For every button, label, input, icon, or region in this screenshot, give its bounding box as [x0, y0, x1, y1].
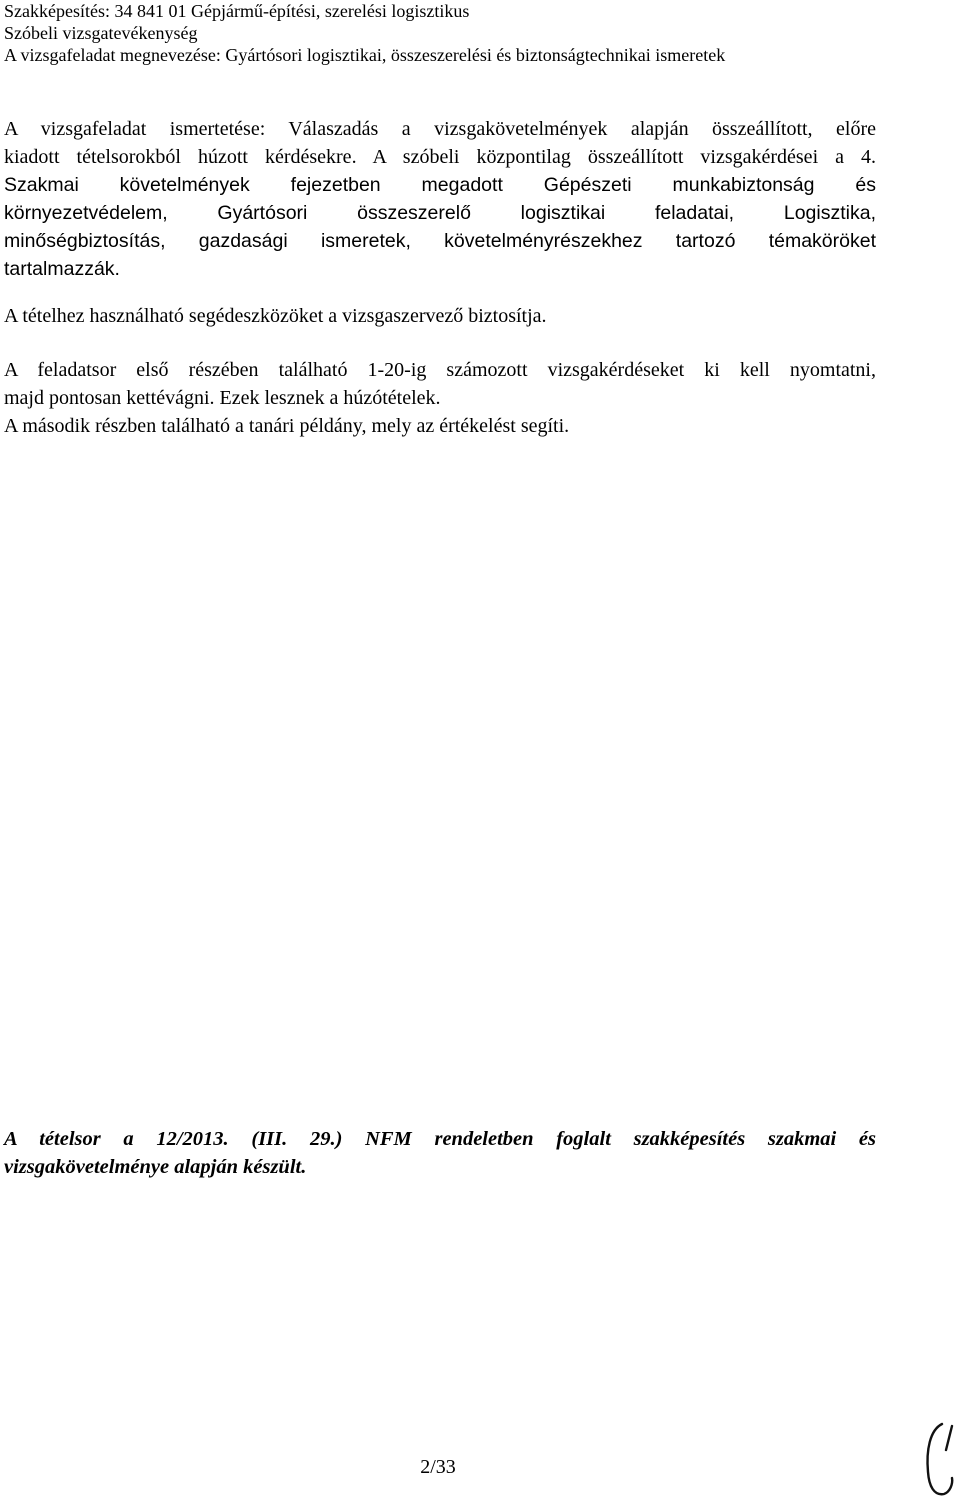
tools-text: A tételhez használható segédeszközöket a vizsgaszervező biztosítja.	[4, 305, 547, 327]
signature-mark	[922, 1420, 956, 1500]
regulation-note-line: A tételsor a 12/2013. (III. 29.) NFM rendeletben foglalt szakképesítés szakmai és	[4, 1128, 876, 1150]
intro-line: Szakmai követelmények fejezetben megadott Gépészeti munkabiztonság és	[4, 174, 876, 196]
print-line: majd pontosan kettévágni. Ezek lesznek a húzótételek.	[4, 387, 441, 409]
header-qualification: Szakképesítés: 34 841 01 Gépjármű-építési, szerelési logisztikus	[4, 1, 470, 21]
header-exam-activity: Szóbeli vizsgatevékenység	[4, 23, 198, 43]
printing-instructions	[4, 356, 876, 440]
page-number: 2/33	[420, 1456, 456, 1478]
regulation-note	[4, 1125, 876, 1181]
regulation-note-line: vizsgakövetelménye alapján készült.	[4, 1156, 307, 1178]
document-header	[4, 0, 954, 66]
intro-line: környezetvédelem, Gyártósori összeszerelő logisztikai feladatai, Logisztika,	[4, 202, 876, 224]
exam-task-description	[4, 115, 876, 283]
print-line: A második részben található a tanári példány, mely az értékelést segíti.	[4, 415, 570, 437]
intro-line: A vizsgafeladat ismertetése: Válaszadás a vizsgakövetelmények alapján összeállított, előre	[4, 118, 876, 140]
header-exam-task-name: A vizsgafeladat megnevezése: Gyártósori logisztikai, összeszerelési és biztonságtechnikai ismeretek	[4, 45, 726, 65]
intro-line: kiadott tételsorokból húzott kérdésekre. A szóbeli központilag összeállított vizsgakérdései a 4.	[4, 146, 876, 168]
tools-paragraph	[4, 302, 876, 330]
intro-line: minőségbiztosítás, gazdasági ismeretek, követelményrészekhez tartozó témaköröket	[4, 230, 876, 252]
intro-line: tartalmazzák.	[4, 258, 120, 280]
print-line: A feladatsor első részében található 1-20-ig számozott vizsgakérdéseket ki kell nyomtatni,	[4, 359, 876, 381]
